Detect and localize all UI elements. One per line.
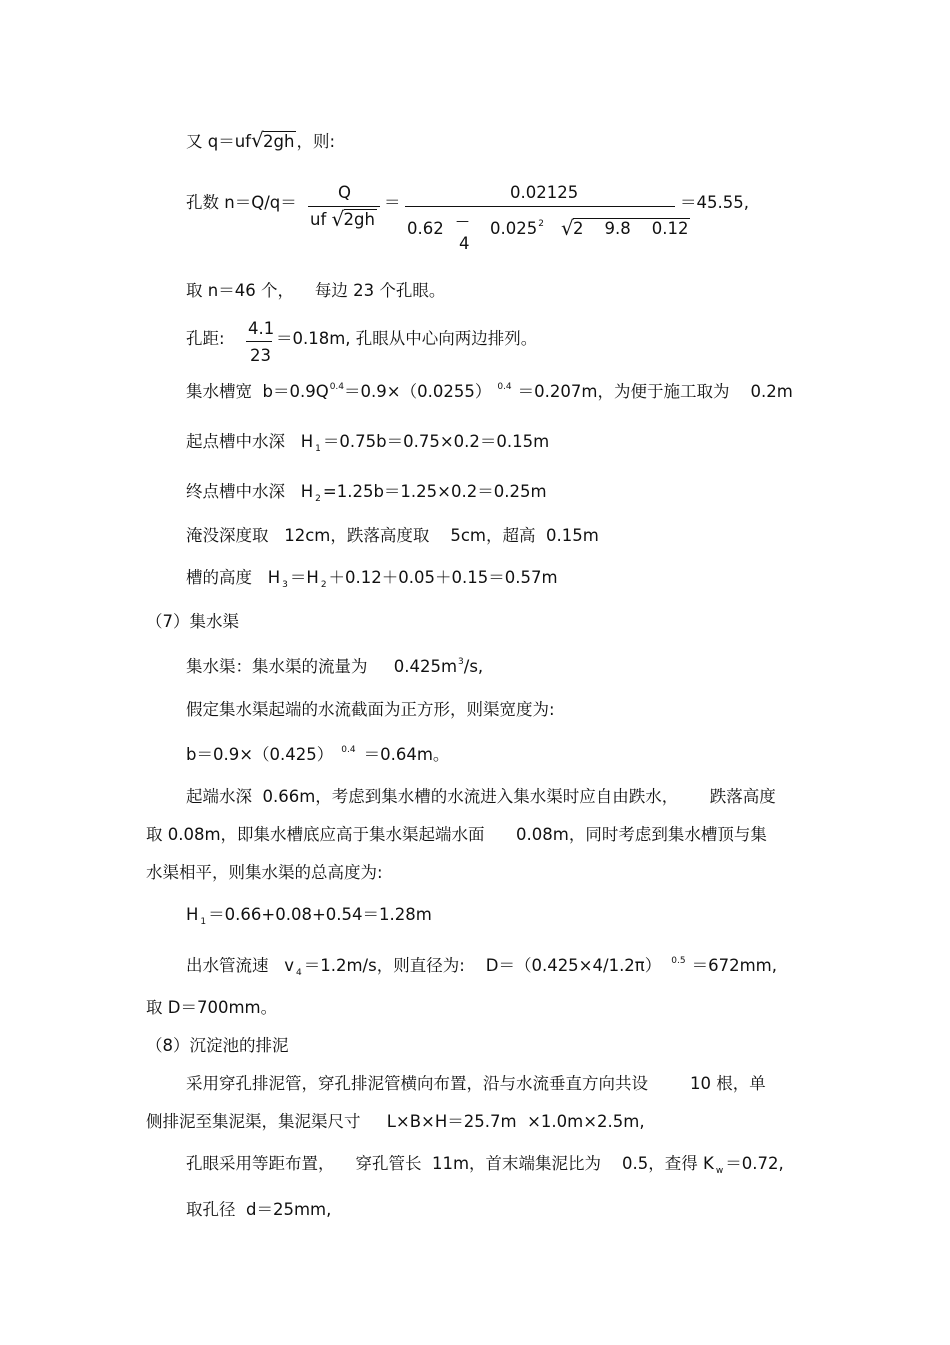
text: 集水渠：集水渠的流量为 0.425m — [186, 657, 458, 676]
hole-layout — [186, 1153, 784, 1178]
subscript: 3 — [282, 580, 288, 590]
text: ＝1.2m/s，则直径为: D＝（0.425×4/1.2π） — [303, 956, 662, 975]
subscript: 1 — [315, 444, 321, 454]
paragraph-line: 起端水深 0.66m，考虑到集水槽的水流进入集水渠时应自由跌水， 跌落高度 — [186, 787, 776, 806]
sqrt-arg: 2gh — [343, 210, 375, 229]
text: 0.025 — [490, 219, 538, 238]
superscript: 0.4 — [329, 382, 345, 392]
spacing-result: ＝0.18m, 孔眼从中心向两边排列。 — [276, 329, 538, 348]
outlet-pipe — [186, 955, 777, 980]
pi-over-4-bar: — — [456, 214, 469, 229]
text: ＝0.66+0.08+0.54＝1.28m — [208, 905, 432, 924]
text-line: 假定集水渠起端的水流截面为正方形，则渠宽度为: — [186, 700, 555, 719]
sqrt-arg: 2gh — [263, 132, 295, 151]
text: ＝0.72, — [725, 1154, 784, 1173]
sqrt: √ 2gh — [331, 207, 375, 231]
frac2-bar — [405, 206, 675, 207]
text-line: 取 n＝46 个， 每边 23 个孔眼。 — [186, 281, 446, 300]
frac2-den-b — [490, 219, 544, 242]
formula-q — [186, 128, 335, 153]
text: ＝672mm, — [691, 956, 777, 975]
spacing-denominator: 23 — [250, 346, 271, 365]
text: 终点槽中水深 H — [186, 482, 314, 501]
text: 槽的高度 H — [186, 568, 281, 587]
text: ，则: — [296, 132, 335, 151]
frac2-den-sqrt — [561, 216, 690, 240]
paragraph-line: 水渠相平，则集水渠的总高度为: — [146, 863, 383, 882]
text: H — [186, 905, 199, 924]
frac1-denominator — [310, 207, 377, 231]
text: uf — [310, 210, 327, 229]
text-line: 取孔径 d＝25mm, — [186, 1200, 332, 1219]
frac2-den-a: 0.62 — [407, 219, 444, 238]
trough-height — [186, 567, 558, 592]
paragraph-line: 采用穿孔排泥管，穿孔排泥管横向布置，沿与水流垂直方向共设 10 根，单 — [186, 1074, 766, 1093]
spacing-label: 孔距: — [186, 329, 225, 348]
text: ＝0.9×（0.0255） — [344, 382, 492, 401]
superscript: 0.4 — [341, 745, 356, 755]
text: 出水管流速 v — [186, 956, 294, 975]
text: 起点槽中水深 H — [186, 432, 314, 451]
subscript: w — [715, 1166, 724, 1176]
subscript: 1 — [200, 917, 207, 927]
text: 集水槽宽 b＝0.9Q — [186, 382, 329, 401]
end-depth — [186, 481, 547, 506]
text: 孔眼采用等距布置， 穿孔管长 11m，首末端集泥比为 0.5，查得 K — [186, 1154, 714, 1173]
text: /s, — [463, 657, 484, 676]
paragraph-line: 侧排泥至集泥渠，集泥渠尺寸 L×B×H＝25.7m ×1.0m×2.5m, — [146, 1112, 645, 1131]
text: 又 q＝uf — [186, 132, 251, 151]
formula-n-result: ＝45.55, — [680, 193, 749, 212]
paragraph-line: 取 0.08m，即集水槽底应高于集水渠起端水面 0.08m，同时考虑到集水槽顶与集 — [146, 825, 767, 844]
superscript: 0.5 — [671, 956, 686, 966]
superscript: 3 — [458, 657, 464, 667]
sqrt: √ 2gh — [251, 128, 295, 152]
subscript: 2 — [320, 580, 327, 590]
text: ＝H — [289, 568, 319, 587]
frac2-numerator: 0.02125 — [510, 183, 579, 202]
trough-width — [186, 381, 793, 406]
text: ＝0.64m。 — [363, 745, 450, 764]
spacing-bar — [246, 341, 272, 342]
frac1-numerator: Q — [338, 183, 351, 202]
superscript: 0.4 — [497, 382, 512, 392]
formula-n-label: 孔数 n＝Q/q＝ — [186, 193, 297, 212]
channel-flow — [186, 656, 483, 681]
text: ＝0.207m，为便于施工取为 0.2m — [517, 382, 793, 401]
section-heading-8: （8）沉淀池的排泥 — [146, 1036, 289, 1055]
text: ＋0.12＋0.05＋0.15＝0.57m — [328, 568, 558, 587]
text-line: 淹没深度取 12cm，跌落高度取 5cm，超高 0.15m — [186, 526, 599, 545]
channel-height — [186, 904, 432, 929]
superscript: 2 — [538, 219, 544, 229]
equals: ＝ — [384, 193, 401, 212]
sqrt: √ 2 9.8 0.12 — [561, 216, 689, 240]
text-line: 取 D＝700mm。 — [146, 998, 278, 1017]
subscript: 2 — [315, 494, 321, 504]
text: b＝0.9×（0.425） — [186, 745, 334, 764]
pi-over-4-den: 4 — [459, 234, 470, 253]
channel-width — [186, 744, 449, 769]
text: ＝0.75b＝0.75×0.2＝0.15m — [322, 432, 550, 451]
text: =1.25b＝1.25×0.2＝0.25m — [322, 482, 547, 501]
start-depth — [186, 431, 549, 456]
sqrt-arg: 2 9.8 0.12 — [573, 219, 689, 238]
spacing-numerator: 4.1 — [248, 319, 275, 338]
section-heading-7: （7）集水渠 — [146, 612, 239, 631]
subscript: 4 — [296, 968, 302, 978]
